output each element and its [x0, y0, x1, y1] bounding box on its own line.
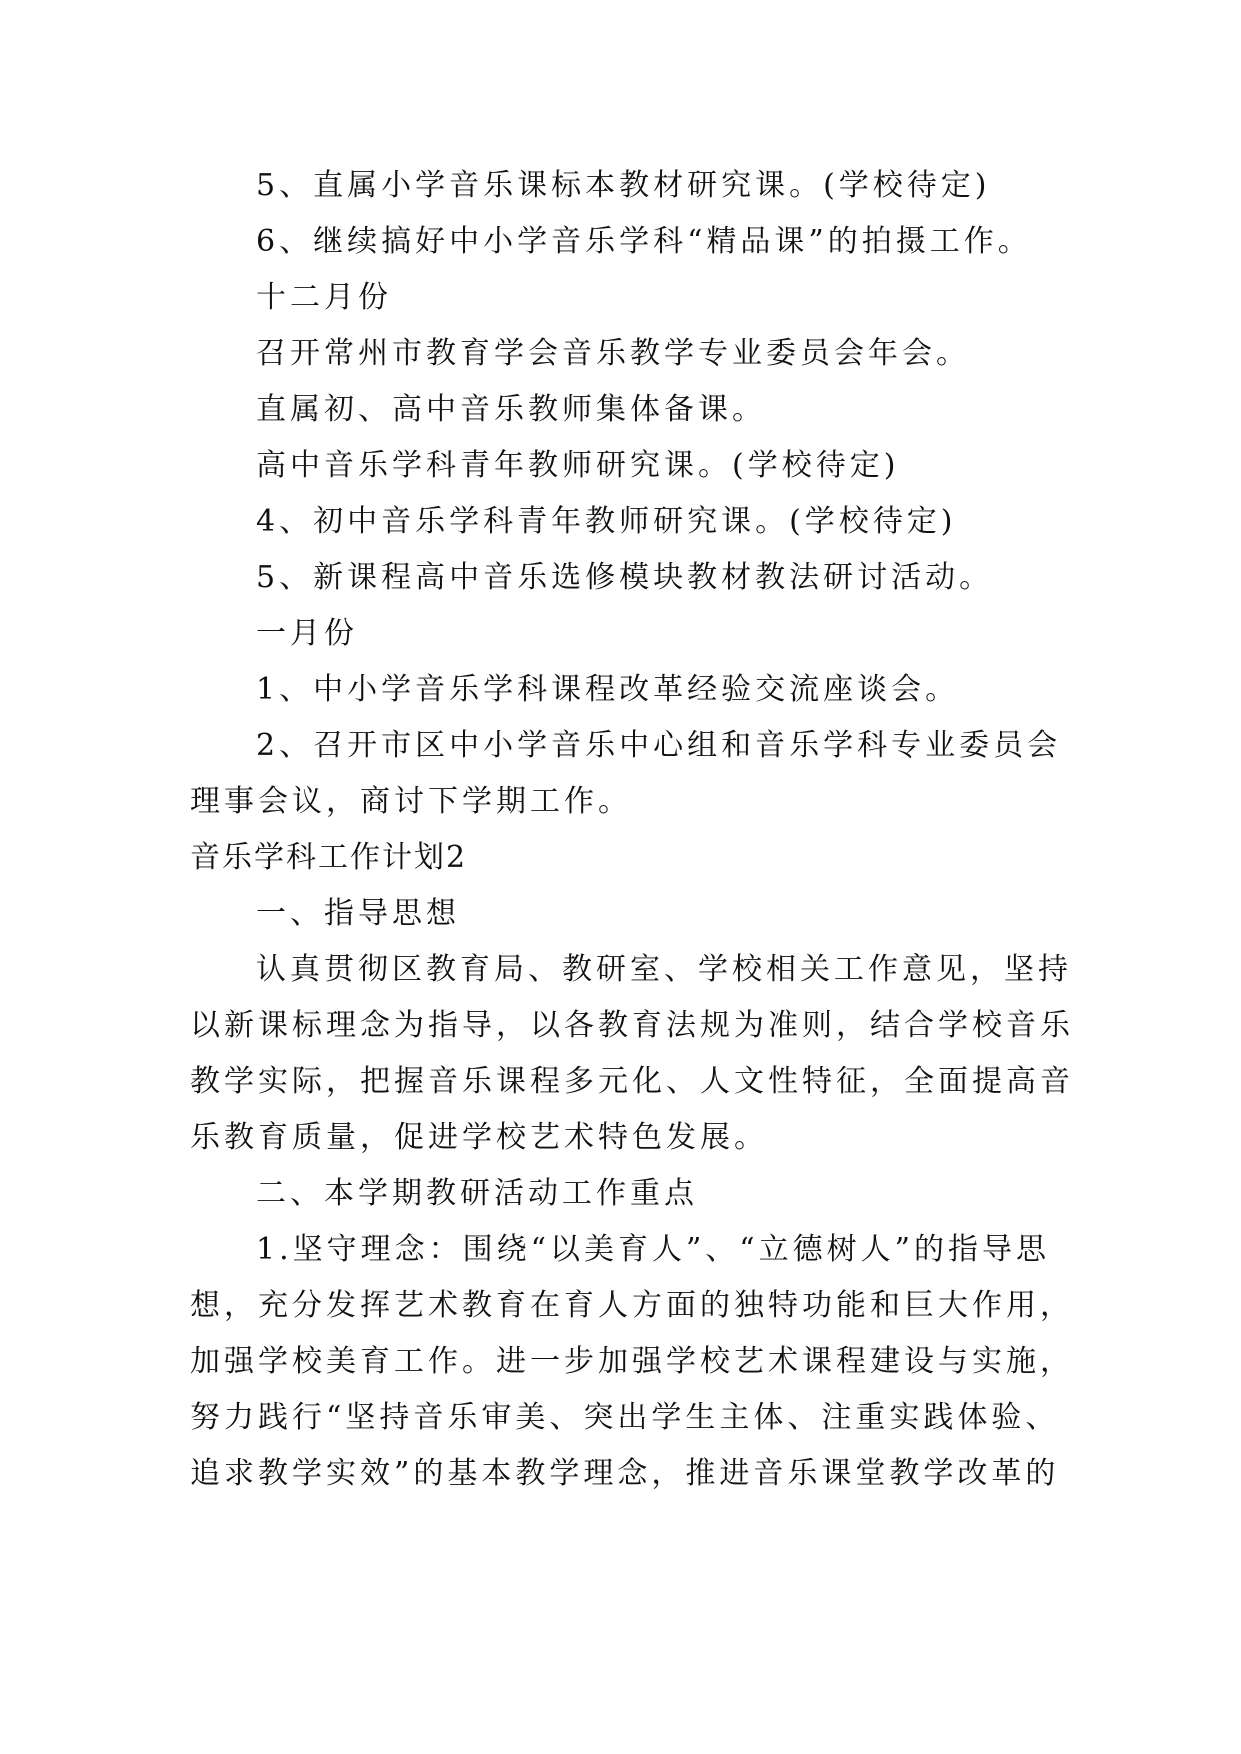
line-item-annual-meeting: 召开常州市教育学会音乐教学专业委员会年会。 [256, 336, 970, 371]
month-heading-december: 十二月份 [256, 280, 392, 315]
section-heading-teaching-research-focus: 二、本学期教研活动工作重点 [256, 1176, 698, 1211]
line-item-high-school-research-class: 高中音乐学科青年教师研究课。(学校待定) [256, 448, 900, 483]
line-item-reform-exchange-meeting: 1、中小学音乐学科课程改革经验交流座谈会。 [256, 672, 960, 707]
section-title-plan-2: 音乐学科工作计划2 [190, 840, 468, 875]
line-item-group-lesson-prep: 直属初、高中音乐教师集体备课。 [256, 392, 766, 427]
line-item-council-meeting: 2、召开市区中小学音乐中心组和音乐学科专业委员会 [256, 728, 1062, 763]
line-item-junior-high-research-class: 4、初中音乐学科青年教师研究课。(学校待定) [256, 504, 957, 539]
line-item-quality-lesson-filming: 6、继续搞好中小学音乐学科“精品课”的拍摄工作。 [256, 224, 1032, 259]
paragraph-line: 1.坚守理念：围绕“以美育人”、“立德树人”的指导思 [256, 1232, 1050, 1267]
month-heading-january: 一月份 [256, 616, 358, 651]
paragraph-line: 认真贯彻区教育局、教研室、学校相关工作意见，坚持 [256, 952, 1072, 987]
paragraph-line: 努力践行“坚持音乐审美、突出学生主体、注重实践体验、 [190, 1400, 1060, 1435]
line-item-primary-research-class: 5、直属小学音乐课标本教材研究课。(学校待定) [256, 168, 991, 203]
section-heading-guiding-ideology: 一、指导思想 [256, 896, 460, 931]
line-item-elective-module-seminar: 5、新课程高中音乐选修模块教材教法研讨活动。 [256, 560, 994, 595]
paragraph-line: 教学实际，把握音乐课程多元化、人文性特征，全面提高音 [190, 1064, 1074, 1099]
paragraph-line: 以新课标理念为指导，以各教育法规为准则，结合学校音乐 [190, 1008, 1074, 1043]
paragraph-line: 乐教育质量，促进学校艺术特色发展。 [190, 1120, 768, 1155]
paragraph-line: 加强学校美育工作。进一步加强学校艺术课程建设与实施， [190, 1344, 1074, 1379]
paragraph-line: 想，充分发挥艺术教育在育人方面的独特功能和巨大作用， [190, 1288, 1074, 1323]
paragraph-line: 追求教学实效”的基本教学理念，推进音乐课堂教学改革的 [190, 1456, 1060, 1491]
line-item-council-meeting-continued: 理事会议，商讨下学期工作。 [190, 784, 632, 819]
